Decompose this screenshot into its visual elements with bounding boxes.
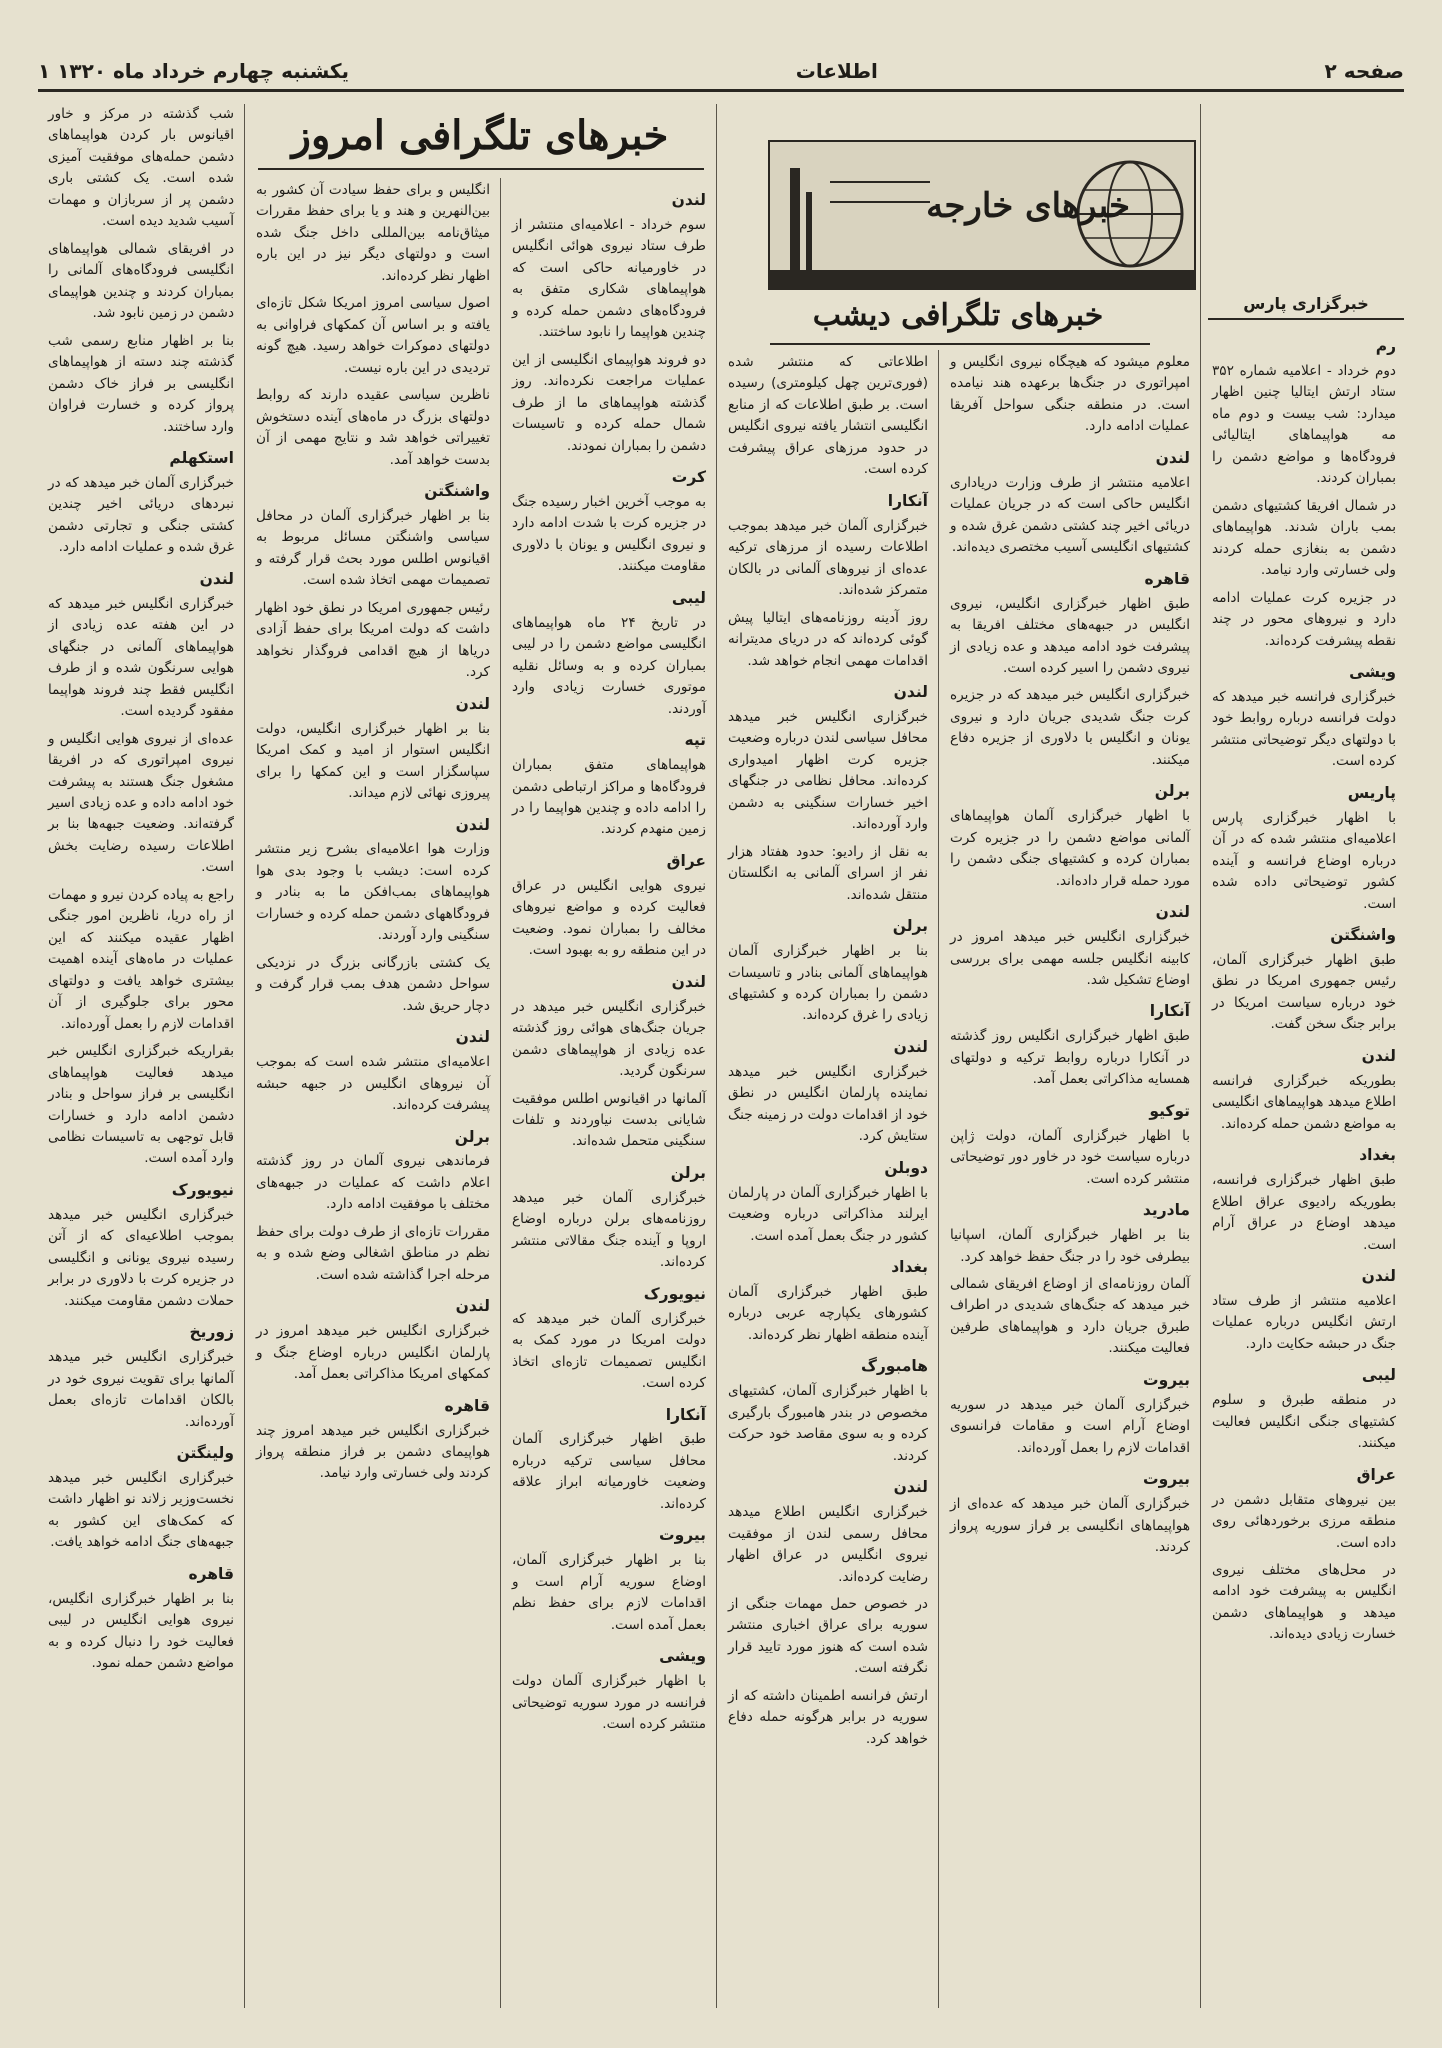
dispatch-text: طبق اظهار خبرگزاری آلمان کشورهای یکپارچه عربی درباره آینده منطقه اظهار نظر کرده‌اند. — [728, 1284, 928, 1343]
dispatch-text: خبرگزاری آلمان خبر میدهد که دولت امریکا در مورد کمک به انگلیس تصمیمات تازه‌ای اتخاذ کرده است. — [512, 1310, 706, 1392]
dispatch-text: طبق اظهار خبرگزاری فرانسه، بطوریکه رادیوی عراق اطلاع میدهد اوضاع در عراق آرام است. — [1212, 1172, 1396, 1253]
dispatch-dateline: آنکارا — [665, 1405, 706, 1424]
paper-name: اطلاعات — [795, 59, 878, 83]
dispatch-dateline: آنکارا — [1149, 1002, 1190, 1021]
dispatch-dateline: کرت — [671, 468, 706, 487]
dispatch-dateline: لندن — [455, 1028, 490, 1047]
headline-rule — [770, 343, 1150, 345]
dispatch-text: اصول سیاسی امروز امریکا شکل تازه‌ای یافته و بر اساس آن کمکهای فراوانی به دولتهای دموکرات خواهد رسید. هیچ گونه تردیدی در این باره نیست. — [256, 295, 490, 376]
dispatch-dateline: عراق — [1356, 1465, 1396, 1484]
dispatch-text: معلوم میشود که هیچگاه نیروی انگلیس و امپراتوری در جنگ‌ها برعهده هند نیامده است. در منطقه جنگی سواحل آفریقا عملیات ادامه دارد. — [950, 354, 1190, 435]
dispatch-text: بنا بر اظهار خبرگزاری انگلیس، نیروی هوایی انگلیس در لیبی فعالیت خود را دنبال کرده و به مواضع دشمن حمله نمود. — [48, 1590, 234, 1672]
dispatch-dateline: ویشی — [1349, 663, 1396, 682]
dispatch-text: آلمان روزنامه‌ای از اوضاع افریقای شمالی خبر میدهد که جنگ‌های شدیدی در اطراف طبرق جریان دارد و هواپیماهای طرفین فعالیت میکنند. — [950, 1275, 1190, 1357]
dispatch-text: دو فروند هواپیمای انگلیسی از این عملیات مراجعت نکرده‌اند. روز گذشته هواپیماهای ما از طرف شمال حمله کرده و تاسیسات دشمن را بمباران نمودند. — [512, 351, 706, 454]
dispatch-text: خبرگزاری انگلیس خبر میدهد که در جزیره کرت جنگ شدیدی جریان دارد و نیروی یونان و انگلیس با دلاوری از جزیره دفاع میکنند. — [950, 687, 1190, 768]
dispatch-dateline: برلن — [1154, 782, 1190, 801]
dispatch-text: ارتش فرانسه اطمینان داشته که از سوریه در برابر هرگونه حمله دفاع خواهد کرد. — [728, 1687, 928, 1747]
dispatch-dateline: قاهره — [188, 1564, 234, 1583]
dispatch-dateline: بیروت — [1143, 1470, 1190, 1489]
dispatch-text: بقراریکه خبرگزاری انگلیس خبر میدهد فعالیت هواپیماهای انگلیسی بر فراز سواحل و بنادر دشمن ادامه دارد و خسارات قابل توجهی به تاسیسات نظامی وارد آمده است. — [48, 1043, 234, 1167]
dispatch-dateline: لندن — [893, 683, 928, 702]
dispatch-dateline: مادرید — [1142, 1201, 1190, 1220]
foreign-news-banner — [768, 140, 1196, 290]
dispatch-text: یک کشتی بازرگانی بزرگ در نزدیکی سواحل دشمن هدف بمب قرار گرفت و دچار حریق شد. — [256, 954, 490, 1014]
dispatch-dateline: نیویورک — [171, 1180, 234, 1199]
news-column-4 — [718, 352, 938, 2008]
headline-rule — [258, 168, 704, 170]
dispatch-text: خبرگزاری انگلیس خبر میدهد محافل سیاسی لندن درباره وضعیت جزیره کرت اظهار امیدواری کرده‌اند. محافل نظامی در جنگهای اخیر خسارات سنگینی به دشمن وارد آورده‌اند. — [728, 708, 928, 833]
column-rule — [244, 104, 245, 2008]
dispatch-text: خبرگزاری انگلیس خبر میدهد که در این هفته عده زیادی از هواپیماهای آلمانی در جنگهای هوایی سرنگون شده و از طرف انگلیس فقط چند فروند هواپیما مفقود گردیده است. — [48, 595, 234, 720]
dispatch-text: در شمال افریقا کشتیهای دشمن بمب باران شدند. هواپیماهای دشمن به بنغازی حمله کردند ولی خسارتی وارد نیامد. — [1212, 497, 1396, 579]
dispatch-text: هواپیماهای متفق بمباران فرودگاه‌ها و مراکز ارتباطی دشمن را ادامه داده و چندین هواپیما را در زمین منهدم کردند. — [512, 757, 706, 838]
dispatch-dateline: برلن — [454, 1127, 490, 1146]
dispatch-text: با اظهار خبرگزاری آلمان، دولت ژاپن درباره سیاست خود در خاور دور توضیحاتی منتشر کرده است. — [950, 1127, 1190, 1187]
headline-last-night: خبرهای تلگرافی دیشب — [812, 298, 1104, 333]
news-column-5 — [940, 352, 1200, 2008]
dispatch-text: با اظهار خبرگزاری آلمان دولت فرانسه در مورد سوریه توضیحاتی منتشر کرده است. — [512, 1673, 706, 1732]
dispatch-text: طبق اظهار خبرگزاری آلمان محافل سیاسی ترکیه درباره وضعیت خاورمیانه ابراز علاقه کرده‌اند. — [512, 1431, 706, 1512]
dispatch-text: با اظهار خبرگزاری آلمان در پارلمان ایرلند مذاکراتی درباره وضعیت کشور در جنگ بعمل آمده است. — [728, 1184, 928, 1244]
dispatch-dateline: لیبی — [671, 588, 706, 607]
dispatch-dateline: رم — [1375, 337, 1396, 355]
dispatch-dateline: بغداد — [1359, 1146, 1396, 1165]
dispatch-dateline: بیروت — [659, 1526, 706, 1545]
dispatch-text: خبرگزاری آلمان خبر میدهد در سوریه اوضاع آرام است و مقامات فرانسوی اقدامات لازم را بعمل آورده‌اند. — [950, 1396, 1190, 1456]
dispatch-text: خبرگزاری آلمان خبر میدهد روزنامه‌های برلن درباره اوضاع اروپا و آینده جنگ مقالاتی منتشر کرده‌اند. — [512, 1189, 706, 1271]
dispatch-text: خبرگزاری انگلیس اطلاع میدهد محافل رسمی لندن از موفقیت نیروی انگلیس در عراق اظهار رضایت کرده‌اند. — [728, 1504, 928, 1585]
column-rule — [716, 104, 717, 2008]
dispatch-dateline: قاهره — [1144, 569, 1190, 588]
dispatch-text: مقررات تازه‌ای از طرف دولت برای حفظ نظم در مناطق اشغالی وضع شده و به مرحله اجرا گذاشته شده است. — [256, 1223, 490, 1283]
news-column-6 — [1202, 326, 1406, 2008]
dispatch-dateline: برلن — [670, 1163, 706, 1182]
dispatch-dateline: نیویورک — [643, 1284, 706, 1303]
dispatch-text: طبق اظهار خبرگزاری انگلیس روز گذشته در آنکارا درباره روابط ترکیه و دولتهای همسایه مذاکراتی بعمل آمد. — [950, 1028, 1190, 1088]
dispatch-text: بطوریکه خبرگزاری فرانسه اطلاع میدهد هواپیماهای انگلیسی به مواضع دشمن حمله کرده‌اند. — [1212, 1072, 1396, 1132]
news-column-1 — [38, 104, 244, 2008]
dispatch-text: خبرگزاری آلمان خبر میدهد که در نبردهای دریائی اخیر چندین کشتی جنگی و تجارتی دشمن غرق شده و عملیات ادامه دارد. — [48, 474, 234, 556]
dispatch-text: خبرگزاری انگلیس خبر میدهد نخست‌وزیر زلاند نو اظهار داشت که کمک‌های این کشور به جبهه‌های جنگ ادامه خواهد یافت. — [48, 1469, 234, 1551]
dispatch-text: عده‌ای از نیروی هوایی انگلیس و نیروی امپراتوری که در افریقا مشغول جنگ هستند به پیشرفت خود ادامه داده و عده زیادی اسیر گرفته‌اند. وضعیت جبهه‌ها بنا بر اطلاعات رسیده رضایت بخش است. — [48, 730, 234, 876]
dispatch-text: بنا بر اظهار خبرگزاری آلمان در محافل سیاسی واشنگتن مسائل مربوط به اقیانوس اطلس مورد بحث قرار گرفته و تصمیمات مهمی اتخاذ شده است. — [256, 508, 490, 589]
dispatch-text: بنا بر اظهار خبرگزاری آلمان، اوضاع سوریه آرام است و اقدامات لازم برای حفظ نظم بعمل آمده است. — [512, 1552, 706, 1633]
dispatch-dateline: لندن — [1361, 1046, 1396, 1065]
news-column-3 — [502, 180, 716, 2008]
dispatch-dateline: تپه — [684, 731, 706, 750]
dispatch-text: خبرگزاری انگلیس خبر میدهد در جریان جنگ‌های هوائی روز گذشته عده زیادی از هواپیماهای دشمن سرنگون گردید. — [512, 998, 706, 1080]
column-rule — [938, 350, 939, 2008]
dispatch-text: اعلامیه منتشر از طرف ستاد ارتش انگلیس درباره عملیات جنگ در حبشه حکایت دارد. — [1212, 1292, 1396, 1352]
dispatch-dateline: استکهلم — [169, 449, 234, 468]
dispatch-text: بنا بر اظهار خبرگزاری آلمان هواپیماهای آلمانی بنادر و تاسیسات دشمن را بمباران کرده و کشتیهای زیادی را غرق کرده‌اند. — [728, 943, 928, 1024]
dispatch-text: طبق اظهار خبرگزاری انگلیس، نیروی انگلیس در جبهه‌های مختلف افریقا به پیشرفت خود ادامه میدهد و عده زیادی از نیروی دشمن را اسیر کرده است. — [950, 595, 1190, 676]
dispatch-dateline: لندن — [199, 569, 234, 588]
dispatch-text: اعلامیه منتشر از طرف وزارت دریاداری انگلیس حاکی است که در جریان عملیات دریائی اخیر چند کشتی دشمن غرق شده و کشتیهای انگلیسی آسیب مختصری دیده‌اند. — [950, 474, 1190, 556]
dispatch-dateline: هامبورگ — [860, 1357, 928, 1376]
dispatch-text: در منطقه طبرق و سلوم کشتیهای جنگی انگلیس فعالیت میکنند. — [1212, 1392, 1396, 1452]
dispatch-dateline: بیروت — [1143, 1370, 1190, 1389]
dispatch-dateline: لندن — [1155, 903, 1190, 922]
dispatch-text: شب گذشته در مرکز و خاور اقیانوس بار کردن هواپیماهای دشمن حمله‌های موفقیت آمیزی شده است. یک کشتی باری دشمن پر از سربازان و مهمات آسیب شدید دیده است. — [48, 106, 234, 230]
column-rule — [500, 178, 501, 2008]
dispatch-text: خبرگزاری انگلیس خبر میدهد امروز در پارلمان انگلیس درباره اوضاع جنگ و کمکهای امریکا مذاکراتی بعمل آمد. — [256, 1323, 490, 1383]
news-column-2 — [246, 180, 500, 2008]
dispatch-dateline: واشنگتن — [1330, 926, 1396, 945]
dispatch-text: نیروی هوایی انگلیس در عراق فعالیت کرده و مواضع نیروهای مخالف را بمباران نمود. وضعیت در این منطقه رو به بهبود است. — [512, 877, 706, 959]
dispatch-dateline: بغداد — [891, 1258, 928, 1277]
dispatch-text: بنا بر اظهار منابع رسمی شب گذشته چند دسته از هواپیماهای انگلیسی بر فراز خاک دشمن پرواز کرده و خسارت فراوان وارد ساختند. — [48, 332, 234, 435]
dispatch-dateline: ولینگتن — [176, 1444, 234, 1462]
dispatch-text: خبرگزاری انگلیس خبر میدهد بموجب اطلاعیه‌ای که از آتن رسیده نیروی یونانی و انگلیسی در جزیره کرت با دلاوری در برابر حملات دشمن مقاومت میکنند. — [48, 1206, 234, 1309]
dispatch-text: با اظهار خبرگزاری آلمان، کشتیهای مخصوص در بندر هامبورگ بارگیری کرده و به سوی مقاصد خود حرکت کردند. — [728, 1383, 928, 1464]
dispatch-text: بنا بر اظهار خبرگزاری آلمان، اسپانیا بیطرفی خود را در جنگ حفظ خواهد کرد. — [950, 1227, 1190, 1265]
dispatch-text: وزارت هوا اعلامیه‌ای بشرح زیر منتشر کرده است: دیشب با وجود بدی هوا هواپیماهای بمب‌افکن ما به بنادر و فرودگاههای دشمن حمله کرده و خسارات سنگینی وارد آوردند. — [256, 841, 490, 944]
dispatch-text: طبق اظهار خبرگزاری آلمان، رئیس جمهوری امریکا در نطق خود درباره سیاست امریکا در برابر جنگ سخن گفت. — [1212, 952, 1396, 1033]
dispatch-text: انگلیس و برای حفظ سیادت آن کشور به بین‌النهرین و هند و یا برای حفظ مقررات میثاق‌نامه بین‌المللی داخل جنگ شده است و دولتهای دیگر نیز در این باره اظهار نظر کرده‌اند. — [256, 182, 490, 284]
dispatch-dateline: آنکارا — [887, 491, 928, 510]
dispatch-dateline: لندن — [455, 694, 490, 713]
dispatch-text: خبرگزاری آلمان خبر میدهد که عده‌ای از هواپیماهای انگلیسی بر فراز سوریه پرواز کردند. — [950, 1496, 1190, 1556]
dispatch-dateline: قاهره — [444, 1396, 490, 1415]
dispatch-text: در خصوص حمل مهمات جنگی از سوریه برای عراق اخباری منتشر شده است که هنوز مورد تایید قرار نگرفته است. — [728, 1596, 928, 1677]
banner-title: خبرهای خارجه — [926, 186, 1130, 226]
column-rule — [1200, 104, 1201, 2008]
dispatch-dateline: لیبی — [1361, 1366, 1396, 1385]
dispatch-dateline: لندن — [893, 1037, 928, 1056]
dispatch-text: در تاریخ ۲۴ ماه هواپیماهای انگلیسی مواضع دشمن را در لیبی بمباران کرده و به وسائل نقلیه موتوری خسارت زیادی وارد آوردند. — [512, 614, 706, 717]
dispatch-text: ناظرین سیاسی عقیده دارند که روابط دولتهای بزرگ در ماه‌های آینده دستخوش تغییراتی خواهد شد و نتایج مهمی از آن بدست خواهد آمد. — [256, 387, 490, 468]
dispatch-text: در محل‌های مختلف نیروی انگلیس به پیشرفت خود ادامه میدهد و هواپیماهای دشمن خسارت زیادی دیده‌اند. — [1212, 1561, 1396, 1643]
dispatch-dateline: زوریخ — [189, 1323, 234, 1342]
dispatch-text: خبرگزاری انگلیس خبر میدهد نماینده پارلمان انگلیس در نطق خود از اقدامات دولت در زمینه جنگ ستایش کرد. — [728, 1063, 928, 1145]
dispatch-text: آلمانها در اقیانوس اطلس موفقیت شایانی بدست نیاوردند و تلفات سنگینی متحمل شده‌اند. — [512, 1090, 706, 1150]
dispatch-dateline: لندن — [671, 191, 706, 209]
masthead — [38, 52, 1404, 92]
dispatch-text: بین نیروهای متقابل دشمن در منطقه مرزی برخوردهائی روی داده است. — [1212, 1491, 1396, 1551]
dispatch-text: خبرگزاری انگلیس خبر میدهد آلمانها برای تقویت نیروی خود در بالکان اقدامات تازه‌ای بعمل آورده‌اند. — [48, 1349, 234, 1430]
dispatch-dateline: عراق — [666, 851, 706, 870]
issue-date: یکشنبه چهارم خرداد ماه ۱۳۲۰ ۱ — [38, 59, 350, 83]
dispatch-text: خبرگزاری فرانسه خبر میدهد که دولت فرانسه درباره روابط خود با دولتهای دیگر توضیحاتی منتشر کرده است. — [1212, 688, 1396, 770]
dispatch-text: اعلامیه‌ای منتشر شده است که بموجب آن نیروهای انگلیس در جبهه حبشه پیشرفت کرده‌اند. — [256, 1054, 490, 1114]
dispatch-text: روز آدینه روزنامه‌های ایتالیا پیش گوئی کرده‌اند که در دریای مدیترانه اقدامات مهمی انجام خواهد شد. — [728, 609, 928, 669]
dispatch-dateline: لندن — [893, 1478, 928, 1497]
dispatch-text: در افریقای شمالی هواپیماهای انگلیسی فرودگاه‌های آلمانی را بمباران کردند و چندین هواپیمای دشمن در زمین نابود شد. — [48, 240, 234, 322]
dispatch-text: در جزیره کرت عملیات ادامه دارد و نیروهای محور در چند نقطه پیشرفت کرده‌اند. — [1212, 589, 1396, 649]
section-pars-agency: خبرگزاری پارس — [1208, 290, 1404, 320]
dispatch-dateline: پاریس — [1347, 783, 1396, 802]
dispatch-text: با اظهار خبرگزاری آلمان هواپیماهای آلمانی مواضع دشمن را در جزیره کرت بمباران کرده و کشتیهای جنگی دشمن را مورد حمله قرار داده‌اند. — [950, 808, 1190, 889]
dispatch-text: خبرگزاری انگلیس خبر میدهد امروز چند هواپیمای دشمن بر فراز منطقه پرواز کردند ولی خسارتی وارد نیامد. — [256, 1422, 490, 1482]
dispatch-text: دوم خرداد - اعلامیه شماره ۳۵۲ ستاد ارتش ایتالیا چنین اظهار میدارد: شب بیست و دوم ماه مه هواپیماهای ایتالیائی فرودگاه‌ها و مواضع دشمن را بمباران کردند. — [1212, 362, 1396, 487]
dispatch-dateline: لندن — [1361, 1267, 1396, 1285]
dispatch-text: خبرگزاری انگلیس خبر میدهد امروز در کابینه انگلیس جلسه مهمی برای بررسی اوضاع تشکیل شد. — [950, 929, 1190, 988]
dispatch-text: خبرگزاری آلمان خبر میدهد بموجب اطلاعات رسیده از مرزهای ترکیه عده‌ای از نیروهای آلمانی در بالکان متمرکز شده‌اند. — [728, 517, 928, 599]
dispatch-text: سوم خرداد - اعلامیه‌ای منتشر از طرف ستاد نیروی هوائی انگلیس در خاورمیانه حاکی است که هواپیماهای شکاری متفق به فرودگاه‌های دشمن حمله کرده و چندین هواپیما را نابود ساختند. — [512, 216, 706, 341]
page-number: صفحه ۲ — [1324, 59, 1404, 83]
dispatch-text: به موجب آخرین اخبار رسیده جنگ در جزیره کرت با شدت ادامه دارد و نیروی انگلیس و یونان با دلاوری مقاومت میکنند. — [512, 494, 706, 575]
dispatch-dateline: دوبلن — [884, 1158, 928, 1177]
dispatch-text: بنا بر اظهار خبرگزاری انگلیس، دولت انگلیس استوار از امید و کمک امریکا سپاسگزار است و این کمکها را برای پیروزی نهائی لازم میداند. — [256, 720, 490, 802]
dispatch-dateline: لندن — [455, 815, 490, 834]
dispatch-text: اطلاعاتی که منتشر شده (فوری‌ترین چهل کیلومتری) رسیده است. بر طبق اطلاعات که از منابع انگلیسی انتشار یافته نیروی انگلیس در حدود مرزهای عراق پیشرفت کرده است. — [728, 354, 928, 478]
dispatch-text: فرماندهی نیروی آلمان در روز گذشته اعلام داشت که عملیات در جبهه‌های مختلف با موفقیت ادامه دارد. — [256, 1153, 490, 1213]
dispatch-dateline: لندن — [1155, 448, 1190, 467]
dispatch-text: راجع به پیاده کردن نیرو و مهمات از راه دریا، ناظرین امور جنگی اظهار عقیده میکنند که این عملیات در ماه‌های آینده اهمیت بیشتری خواهد یافت و دولتهای محور برای جلوگیری از آن اقدامات لازم را بعمل آورده‌اند. — [48, 886, 234, 1032]
dispatch-dateline: لندن — [671, 972, 706, 991]
dispatch-dateline: لندن — [455, 1297, 490, 1316]
dispatch-dateline: واشنگتن — [424, 482, 490, 501]
headline-today: خبرهای تلگرافی امروز — [291, 112, 669, 159]
dispatch-text: با اظهار خبرگزاری پارس اعلامیه‌ای منتشر شده که در آن درباره اوضاع فرانسه و آینده کشور توضیحاتی داده شده است. — [1212, 809, 1396, 912]
dispatch-text: رئیس جمهوری امریکا در نطق خود اظهار داشت که دولت امریکا برای حفظ آزادی دریاها از هیچ اقدامی فروگذار نخواهد کرد. — [256, 599, 490, 681]
dispatch-dateline: ویشی — [659, 1647, 706, 1666]
dispatch-dateline: توکیو — [1149, 1101, 1190, 1120]
dispatch-dateline: برلن — [892, 917, 928, 936]
dispatch-text: به نقل از رادیو: حدود هفتاد هزار نفر از اسرای آلمانی به انگلستان منتقل شده‌اند. — [728, 843, 928, 903]
